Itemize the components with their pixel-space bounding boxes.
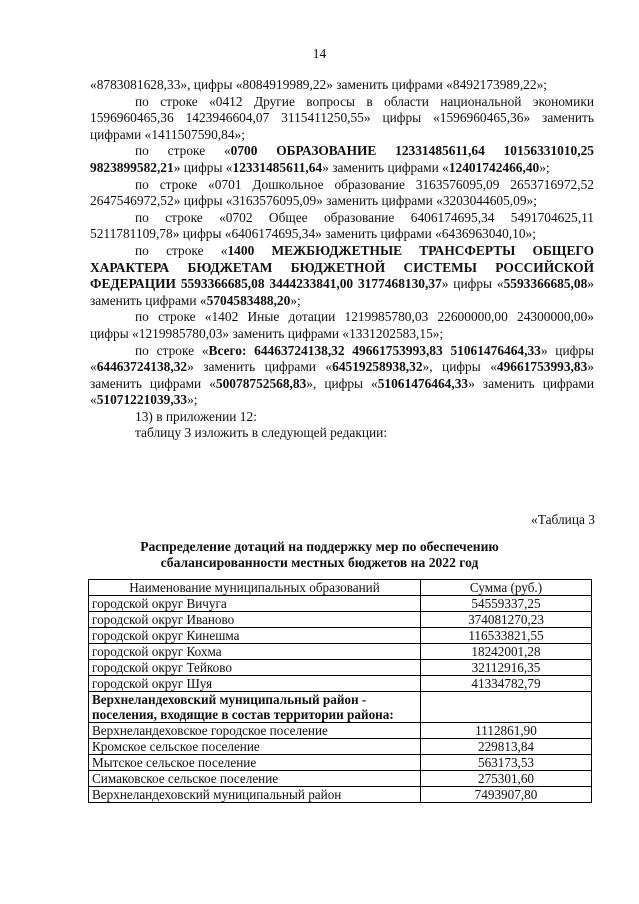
cell-name: Верхнеландеховский муниципальный район — [89, 787, 421, 803]
cell-sum: 54559337,25 — [421, 596, 592, 612]
table-row — [89, 787, 592, 803]
cell-sum: 18242001,28 — [421, 644, 592, 660]
paragraph-8: по строке «Всего: 64463724138,32 49661753993,83 51061476464,33» цифры «64463724138,32» заменить цифрами «64519258938,32», цифры «49661753993,83» заменить цифрами «50078752568,83», цифры «51061476464,33» заменить цифрами «51071221039,33»; — [90, 342, 595, 408]
cell-sum: 1112861,90 — [421, 723, 592, 739]
table-row — [89, 644, 592, 660]
table-group-header-row — [89, 692, 592, 723]
table-row — [89, 755, 592, 771]
paragraph-3: по строке «0700 ОБРАЗОВАНИЕ 12331485611,64 10156331010,25 9823899582,21» цифры «12331485611,64» заменить цифрами «12401742466,40»; — [90, 143, 594, 175]
paragraph-4: по строке «0701 Дошкольное образование 3163576095,09 2653716972,52 2647546972,52» цифры «3163576095,09» заменить цифрами «3203044605,09»; — [90, 176, 594, 209]
cell-name: Кромское сельское поселение — [89, 739, 421, 755]
cell-name: городской округ Иваново — [89, 612, 421, 628]
cell-name: Верхнеландеховское городское поселение — [89, 723, 421, 739]
document-body — [90, 77, 594, 442]
group-header-empty-cell — [421, 692, 592, 723]
cell-name: Симаковское сельское поселение — [89, 771, 421, 787]
cell-sum: 229813,84 — [421, 739, 592, 755]
page-number: 14 — [312, 46, 327, 61]
table-row — [89, 771, 592, 787]
column-header-sum: Сумма (руб.) — [421, 580, 592, 596]
cell-sum: 374081270,23 — [421, 612, 592, 628]
table-header-row — [89, 580, 592, 596]
cell-name: городской округ Кинешма — [89, 628, 421, 644]
table-row — [89, 739, 592, 755]
group-header-cell — [89, 692, 421, 723]
table-row — [89, 660, 592, 676]
paragraph-10: таблицу 3 изложить в следующей редакции: — [135, 425, 388, 441]
table-row — [89, 628, 592, 644]
cell-sum: 563173,53 — [421, 755, 592, 771]
subsidy-table — [88, 579, 592, 803]
table-reference: «Таблица 3 — [531, 512, 595, 527]
cell-sum: 7493907,80 — [421, 787, 592, 803]
paragraph-5: по строке «0702 Общее образование 6406174695,34 5491704625,11 5211781109,78» цифры «6406174695,34» заменить цифрами «6436963040,10»; — [90, 209, 594, 242]
paragraph-6: по строке «1400 МЕЖБЮДЖЕТНЫЕ ТРАНСФЕРТЫ ОБЩЕГО ХАРАКТЕРА БЮДЖЕТАМ БЮДЖЕТНОЙ СИСТЕМЫ РОССИЙСКОЙ ФЕДЕРАЦИИ 5593366685,08 3444233841,00 3177468130,37» цифры «5593366685,08» заменить цифрами «5704583488,20»; — [90, 242, 595, 308]
cell-name: городской округ Вичуга — [89, 596, 421, 612]
cell-sum: 116533821,55 — [421, 628, 592, 644]
paragraph-9: 13) в приложении 12: — [135, 408, 257, 424]
table-title-line-2: сбалансированности местных бюджетов на 2022 год — [160, 555, 479, 571]
table-title — [0, 539, 639, 571]
group-header-line-2: поселения, входящие в состав территории района: — [92, 707, 394, 722]
cell-name: городской округ Тейково — [89, 660, 421, 676]
table-row — [89, 676, 592, 692]
table-row — [89, 723, 592, 739]
group-header-line-1: Верхнеландеховский муниципальный район - — [92, 692, 367, 707]
cell-sum: 32112916,35 — [421, 660, 592, 676]
paragraph-7: по строке «1402 Иные дотации 1219985780,03 22600000,00 24300000,00» цифры «1219985780,03» заменить цифрами «1331202583,15»; — [90, 309, 594, 341]
table-title-line-1: Распределение дотаций на поддержку мер по обеспечению — [140, 539, 499, 554]
column-header-name: Наименование муниципальных образований — [89, 580, 421, 596]
table-row — [89, 596, 592, 612]
cell-name: городской округ Кохма — [89, 644, 421, 660]
paragraph-2: по строке «0412 Другие вопросы в области национальной экономики 1596960465,36 1423946604,07 3115411250,55» цифры «1596960465,36» заменить цифрами «1411507590,84»; — [90, 93, 594, 142]
paragraph-1: «8783081628,33», цифры «8084919989,22» заменить цифрами «8492173989,22»; — [90, 77, 547, 92]
cell-name: городской округ Шуя — [89, 676, 421, 692]
cell-sum: 275301,60 — [421, 771, 592, 787]
cell-sum: 41334782,79 — [421, 676, 592, 692]
table-row — [89, 612, 592, 628]
cell-name: Мытское сельское поселение — [89, 755, 421, 771]
